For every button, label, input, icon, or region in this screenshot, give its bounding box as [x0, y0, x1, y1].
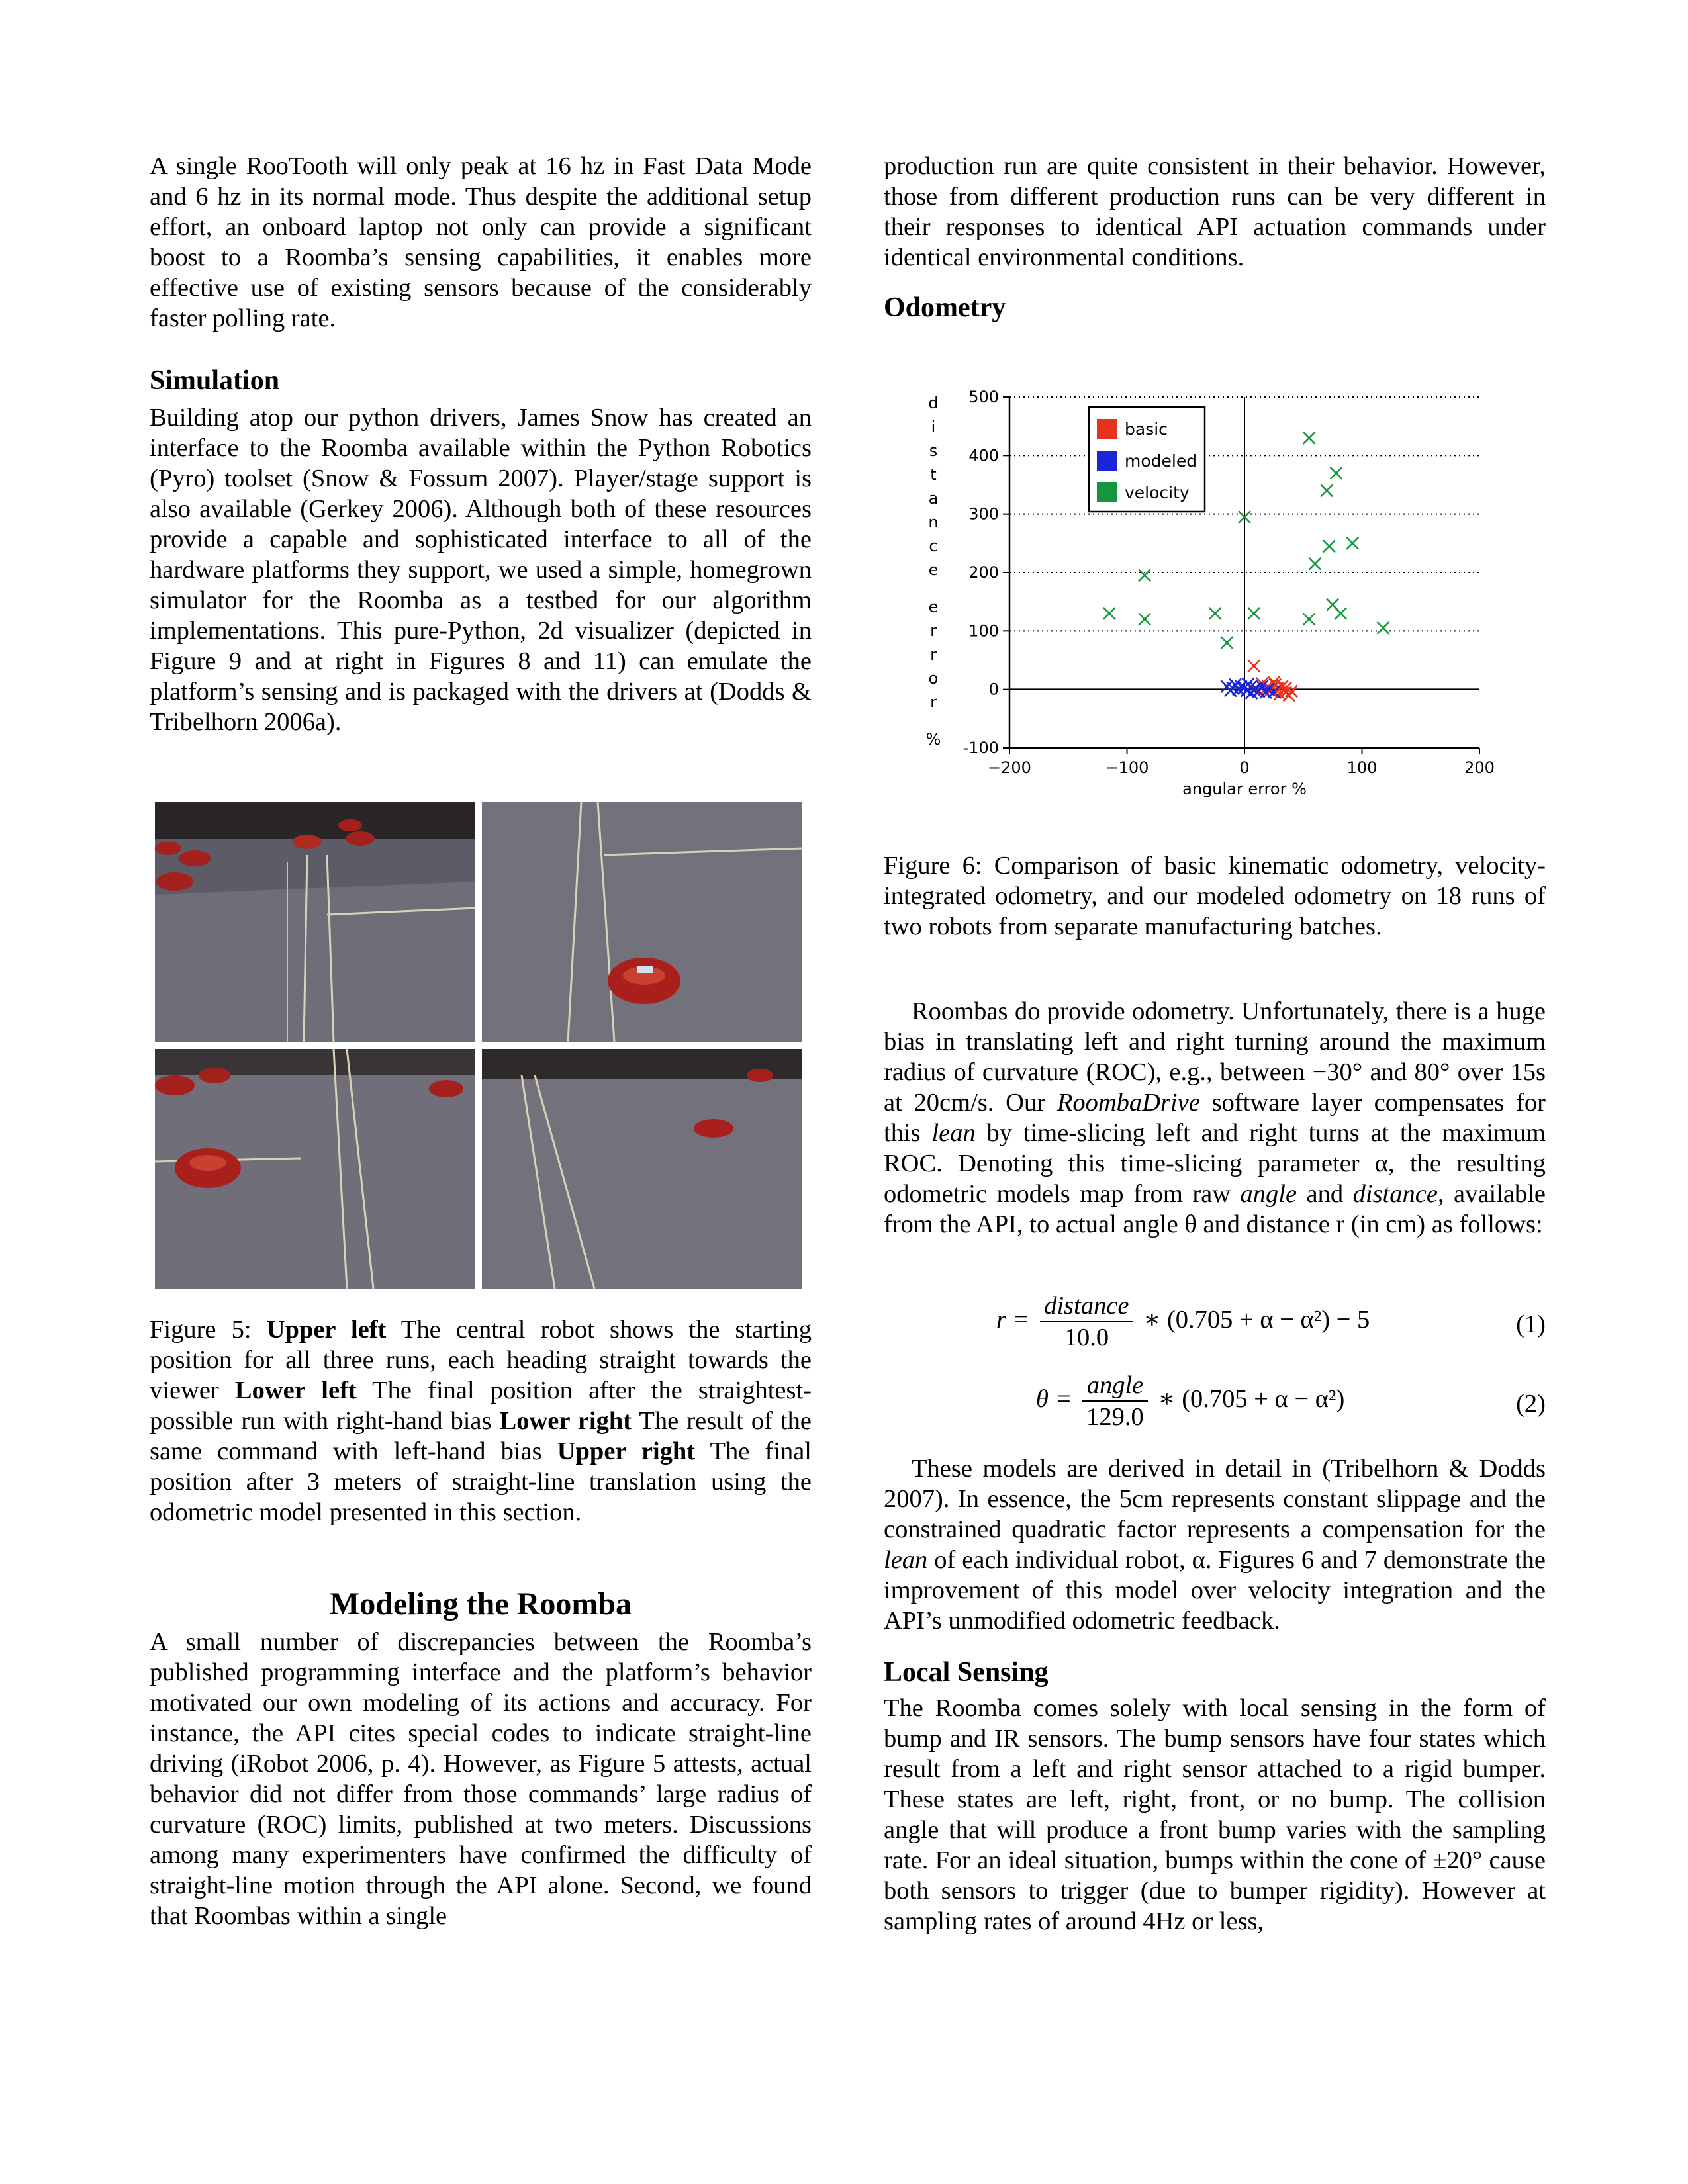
- y-axis-label-char: o: [928, 669, 939, 688]
- odo-text-a: Roombas do provide odometry. Unfortunately, there is a huge bias in translating left and right turning around the maximum radius of curvature (ROC), e.g., between −30° and 80° over 15s at 20cm/s. Our: [884, 997, 1546, 1116]
- odo-text-d: and: [1297, 1180, 1353, 1208]
- y-axis-label-char: c: [929, 537, 938, 555]
- models-italic-lean: lean: [884, 1546, 928, 1574]
- odo-text-e: , available from the API, to actual angle θ and distance r (in cm) as follows:: [884, 1180, 1546, 1238]
- point-velocity: [1346, 537, 1358, 549]
- simulation-paragraph: Building atop our python drivers, James Snow has created an interface to the Roomba available within the Python Robotics (Pyro) toolset (Snow & Fossum 2007). Player/stage support is also available (Gerkey 2006). Although both of these resources provide a capable and sophisticated interface to all of the hardware platforms they support, we used a simple, homegrown simulator for the Roomba as a testbed for our algorithm implementations. This pure-Python, 2d visualizer (depicted in Figure 9 and at right in Figures 8 and 11) can emulate the platform’s sensing and is packaged with the drivers at (Dodds & Tribelhorn 2006a).: [150, 404, 812, 736]
- point-velocity: [1321, 484, 1333, 496]
- x-tick-label: 200: [1464, 758, 1495, 777]
- photo-lower-left: [155, 1049, 475, 1289]
- models-text-a: These models are derived in detail in (Tribelhorn & Dodds 2007). In essence, the 5cm represents constant slippage and the constrained quadratic factor represents a compensation for the: [884, 1455, 1546, 1543]
- local-sensing-paragraph: The Roomba comes solely with local sensing in the form of bump and IR sensors. The bump sensors have four states which result from a left and right sensor attached to a rigid bumper. These states are left, right, front, or no bump. The collision angle that will produce a front bump varies with the sampling rate. For an ideal situation, bumps within the cone of ±20° cause both sensors to trigger (due to bumper rigidity). However at sampling rates of around 4Hz or less,: [884, 1694, 1546, 1935]
- figure-5-label: Figure 5:: [150, 1316, 252, 1343]
- figure-5-caption-block: [150, 1314, 812, 1931]
- y-axis-label-char: d: [928, 394, 939, 412]
- equation-2: [884, 1370, 1546, 1436]
- y-tick-label: 100: [968, 621, 999, 641]
- y-tick-label: 300: [968, 504, 999, 523]
- y-tick-label: 400: [968, 446, 999, 465]
- odo-italic-distance: distance: [1352, 1180, 1438, 1208]
- eq2-numerator: angle: [1082, 1370, 1148, 1402]
- odo-text-c: by time-slicing left and right turns at the maximum ROC. Denoting this time-slicing parameter α, the resulting odometric models map from raw: [884, 1119, 1546, 1208]
- caption-text-3: The result of the same command with left-hand bias: [150, 1407, 812, 1465]
- legend-swatch-modeled: [1097, 451, 1117, 471]
- legend-label-basic: basic: [1125, 420, 1168, 439]
- point-velocity: [1221, 637, 1233, 649]
- eq1-number: (1): [1516, 1310, 1546, 1338]
- y-axis-label-char: s: [929, 441, 938, 460]
- odo-text-b: software layer compensates for this: [884, 1089, 1546, 1147]
- eq1-numerator: distance: [1040, 1291, 1133, 1322]
- x-tick-label: 100: [1346, 758, 1378, 777]
- photo-lower-right: [482, 1049, 802, 1289]
- left-column: [150, 151, 812, 737]
- odo-italic-lean: lean: [931, 1119, 976, 1147]
- figure-5-caption: [150, 1314, 812, 1527]
- y-axis-label-char: e: [928, 598, 939, 616]
- legend-swatch-basic: [1097, 419, 1117, 439]
- y-tick-label: -100: [962, 739, 999, 757]
- modeling-paragraph: A small number of discrepancies between the Roomba’s published programming interface and the platform’s behavior motivated our own modeling of its actions and accuracy. For instance, the API cites special codes to indicate straight-line driving (iRobot 2006, p. 4). However, as Figure 5 attests, actual behavior did not differ from those commands’ large radius of curvature (ROC) limits, published at two meters. Discussions among many experimenters have confirmed the difficulty of straight-line motion through the API alone. Second, we found that Roombas within a single: [150, 1628, 812, 1930]
- simulation-heading: Simulation: [150, 365, 280, 396]
- modeling-heading: Modeling the Roomba: [330, 1586, 632, 1621]
- y-axis-label-char: t: [930, 465, 937, 484]
- eq1-rhs: ∗ (0.705 + α − α²) − 5: [1143, 1305, 1370, 1334]
- x-axis-label: angular error %: [1182, 780, 1307, 798]
- eq1-fraction: [1040, 1291, 1133, 1353]
- local-sensing-heading: Local Sensing: [884, 1657, 1049, 1688]
- models-paragraph: [884, 1453, 1546, 1636]
- equation-1: [884, 1291, 1546, 1357]
- intro-paragraph: A single RooTooth will only peak at 16 hz in Fast Data Mode and 6 hz in its normal mode. Thus despite the additional setup effort, an onboard laptop not only can provide a significant boost to a Roomba’s sensing capabilities, it enables more effective use of existing sensors because of the considerably faster polling rate.: [150, 152, 812, 332]
- caption-text-4: The final position after 3 meters of straight-line translation using the odometric model presented in this section.: [150, 1437, 812, 1526]
- legend-label-modeled: modeled: [1125, 451, 1197, 471]
- y-tick-label: 200: [968, 563, 999, 582]
- point-velocity: [1139, 569, 1150, 581]
- right-column-body: [884, 850, 1546, 1240]
- figure-5-photos: [155, 802, 804, 1289]
- y-axis-label-char: n: [928, 513, 939, 531]
- odo-italic-angle: angle: [1240, 1180, 1297, 1208]
- right-column-bottom: [884, 1453, 1546, 1936]
- eq1-denominator: 10.0: [1064, 1324, 1109, 1351]
- caption-bold-lower-right: Lower right: [499, 1407, 632, 1435]
- eq1-lhs: r =: [996, 1305, 1030, 1334]
- caption-text-2: The final position after the straightest-possible run with right-hand bias: [150, 1377, 812, 1435]
- point-velocity: [1309, 558, 1321, 570]
- eq2-fraction: [1082, 1370, 1148, 1432]
- point-velocity: [1335, 608, 1347, 619]
- caption-bold-upper-right: Upper right: [557, 1437, 696, 1465]
- x-tick-label: 0: [1239, 758, 1250, 777]
- y-axis-label-char: r: [930, 621, 937, 640]
- photo-upper-left: [155, 802, 475, 1042]
- point-velocity: [1303, 614, 1315, 625]
- y-axis-label-char: i: [931, 418, 936, 436]
- y-axis-label-char: a: [928, 489, 939, 508]
- legend-label-velocity: velocity: [1125, 483, 1190, 502]
- production-paragraph: production run are quite consistent in their behavior. However, those from different production runs can be very different in their responses to identical API actuation commands under identical environmental conditions.: [884, 152, 1546, 271]
- y-axis-label-char: %: [925, 730, 941, 749]
- legend-swatch-velocity: [1097, 482, 1117, 502]
- eq2-lhs: θ =: [1036, 1385, 1072, 1413]
- point-velocity: [1377, 622, 1389, 634]
- point-velocity: [1103, 608, 1115, 619]
- odometry-heading: Odometry: [884, 293, 1006, 323]
- point-velocity: [1303, 432, 1315, 444]
- point-basic: [1248, 660, 1260, 672]
- caption-bold-lower-left: Lower left: [234, 1377, 357, 1404]
- eq2-number: (2): [1516, 1390, 1546, 1418]
- y-tick-label: 0: [988, 680, 999, 699]
- photo-upper-right: [482, 802, 802, 1042]
- figure-6-caption: Figure 6: Comparison of basic kinematic odometry, velocity-integrated odometry, and our modeled odometry on 18 runs of two robots from separate manufacturing batches.: [884, 852, 1546, 940]
- point-velocity: [1248, 608, 1260, 619]
- caption-text-1: The central robot shows the starting position for all three runs, each heading straight towards the viewer: [150, 1316, 812, 1404]
- x-tick-label: −100: [1105, 758, 1149, 777]
- figure-6-chart: [920, 381, 1503, 817]
- y-axis-label-char: r: [930, 645, 937, 664]
- point-velocity: [1139, 614, 1150, 625]
- models-text-b: of each individual robot, α. Figures 6 and 7 demonstrate the improvement of this model over velocity integration and the API’s unmodified odometric feedback.: [884, 1546, 1546, 1635]
- odo-italic-roombadrive: RoombaDrive: [1056, 1089, 1200, 1116]
- point-velocity: [1323, 540, 1335, 552]
- caption-bold-upper-left: Upper left: [266, 1316, 387, 1343]
- point-velocity: [1209, 608, 1221, 619]
- y-tick-label: 500: [968, 388, 999, 406]
- right-column-top: [884, 151, 1546, 324]
- eq2-denominator: 129.0: [1086, 1403, 1144, 1431]
- eq2-rhs: ∗ (0.705 + α − α²): [1158, 1385, 1345, 1413]
- point-velocity: [1330, 467, 1342, 479]
- odometry-paragraph: [884, 996, 1546, 1240]
- x-tick-label: −200: [988, 758, 1031, 777]
- y-axis-label-char: e: [928, 561, 939, 579]
- y-axis-label-char: r: [930, 693, 937, 711]
